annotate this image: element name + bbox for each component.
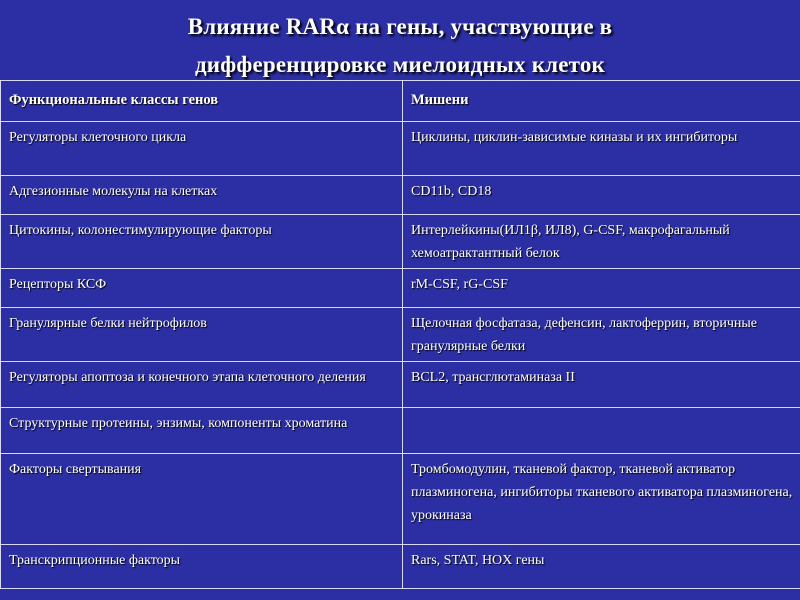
- table-row: [1, 408, 800, 454]
- targets-cell: Rars, STAT, HOX гены: [403, 545, 800, 589]
- header-functional-classes: Функциональные классы генов: [1, 81, 403, 122]
- header-targets: Мишени: [403, 81, 800, 122]
- gene-class-cell: Регуляторы клеточного цикла: [1, 122, 403, 176]
- gene-class-cell: Транскрипционные факторы: [1, 545, 403, 589]
- gene-class-cell: Факторы свертывания: [1, 454, 403, 545]
- table-row: [1, 215, 800, 269]
- gene-class-cell: Адгезионные молекулы на клетках: [1, 176, 403, 215]
- gene-class-cell: Гранулярные белки нейтрофилов: [1, 308, 403, 362]
- slide-title: [0, 8, 800, 84]
- table-row: [1, 269, 800, 308]
- table-row: [1, 308, 800, 362]
- table-header-row: [1, 81, 800, 122]
- targets-cell: rM-CSF, rG-CSF: [403, 269, 800, 308]
- targets-cell: Циклины, циклин-зависимые киназы и их ингибиторы: [403, 122, 800, 176]
- targets-cell: Интерлейкины(ИЛ1β, ИЛ8), G-CSF, макрофагальный хемоатрактантный белок: [403, 215, 800, 269]
- table-row: [1, 122, 800, 176]
- gene-class-cell: Цитокины, колонестимулирующие факторы: [1, 215, 403, 269]
- targets-cell: BCL2, трансглютаминаза II: [403, 362, 800, 408]
- gene-class-cell: Структурные протеины, энзимы, компоненты хроматина: [1, 408, 403, 454]
- gene-class-cell: Регуляторы апоптоза и конечного этапа клеточного деления: [1, 362, 403, 408]
- title-line-1: Влияние RARα на гены, участвующие в: [187, 14, 613, 39]
- gene-class-cell: Рецепторы КСФ: [1, 269, 403, 308]
- targets-cell: Тромбомодулин, тканевой фактор, тканевой активатор плазминогена, ингибиторы тканевого активатора плазминогена, урокиназа: [403, 454, 800, 545]
- targets-cell: Щелочная фосфатаза, дефенсин, лактоферрин, вторичные гранулярные белки: [403, 308, 800, 362]
- table-row: [1, 545, 800, 589]
- targets-cell: [403, 408, 800, 454]
- table-row: [1, 176, 800, 215]
- targets-cell: CD11b, CD18: [403, 176, 800, 215]
- title-line-2: дифференцировке миелоидных клеток: [194, 52, 606, 77]
- table-row: [1, 454, 800, 545]
- table-row: [1, 362, 800, 408]
- gene-targets-table: [0, 80, 800, 589]
